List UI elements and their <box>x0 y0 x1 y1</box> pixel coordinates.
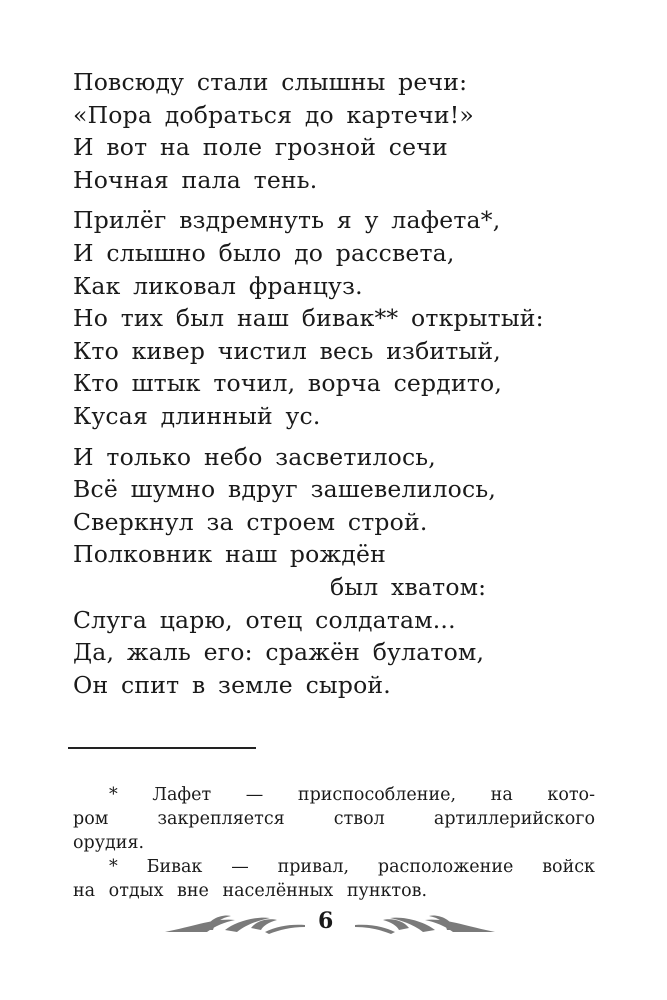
poem-line: Ночная пала тень. <box>73 165 318 194</box>
poem-line: И слышно было до рассвета, <box>73 238 455 267</box>
stanza-3 <box>73 441 603 702</box>
poem-line: Полковник наш рождён <box>73 540 386 569</box>
poem-line-indented: был хватом: <box>330 572 487 601</box>
poem-line: «Пора добраться до картечи!» <box>73 100 474 129</box>
footnote-line: * Бивак — привал, расположение войск <box>109 857 595 877</box>
poem-line: Он спит в земле сырой. <box>73 670 391 699</box>
poem-line: Как ликовал француз. <box>73 271 363 300</box>
poem-line: Кусая длинный ус. <box>73 401 321 430</box>
poem-line: Прилёг вздремнуть я у лафета*, <box>73 206 501 235</box>
right-ornament-icon <box>350 912 495 936</box>
footnote-line: ром закрепляется ствол артиллерийского <box>73 809 595 829</box>
poem-line: Но тих был наш бивак** открытый: <box>73 304 544 333</box>
poem-line: Сверкнул за строем строй. <box>73 507 428 536</box>
poem-line: И вот на поле грозной сечи <box>73 133 448 162</box>
poem-line: И только небо засветилось, <box>73 442 436 471</box>
footnote-line: * Лафет — приспособление, на кото- <box>109 785 595 805</box>
poem-line: Слуга царю, отец солдатам... <box>73 605 456 634</box>
left-ornament-icon <box>165 912 310 936</box>
stanza-2 <box>73 204 603 432</box>
poem-line: Кто кивер чистил весь избитый, <box>73 336 501 365</box>
poem-line: Всё шумно вдруг зашевелилось, <box>73 475 497 504</box>
footnotes <box>73 783 595 903</box>
page-footer <box>165 908 495 938</box>
footnote-separator <box>68 747 256 749</box>
page-number: 6 <box>318 908 334 934</box>
footnote-line: на отдых вне населённых пунктов. <box>73 881 428 901</box>
poem-line: Повсюду стали слышны речи: <box>73 68 468 96</box>
poem <box>73 66 603 709</box>
poem-line: Да, жаль его: сражён булатом, <box>73 638 485 667</box>
poem-line: Кто штык точил, ворча сердито, <box>73 369 503 398</box>
footnote-line: орудия. <box>73 833 145 853</box>
stanza-1 <box>73 66 603 196</box>
